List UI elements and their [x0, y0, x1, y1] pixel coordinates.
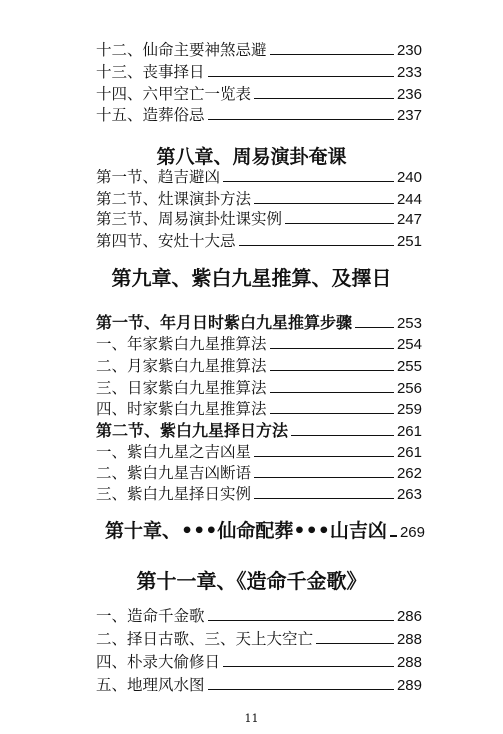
- toc-entry-page: 236: [396, 86, 422, 103]
- toc-entry-label: 二、紫白九星吉凶断语: [96, 464, 252, 482]
- toc-entry: [96, 354, 422, 376]
- toc-leader: [270, 392, 394, 393]
- page-number: 11: [244, 712, 259, 725]
- toc-entry-page: 262: [396, 465, 422, 482]
- toc-leader: [208, 119, 394, 120]
- toc-entry-page: 233: [396, 64, 422, 81]
- toc-leader: [208, 620, 394, 621]
- toc-entry-label: 第一节、趋吉避凶: [96, 168, 221, 186]
- toc-entry-label: 一、紫白九星之吉凶星: [96, 443, 252, 461]
- toc-entry: [96, 332, 422, 354]
- toc-entry-page: 288: [396, 631, 422, 648]
- toc-entry-page: 263: [396, 486, 422, 503]
- toc-entry-label: 五、地理风水图: [96, 676, 205, 694]
- toc-leader: [270, 348, 394, 349]
- toc-leader: [254, 98, 394, 99]
- toc-leader: [254, 203, 394, 204]
- chapter-heading: 第九章、紫白九星推算、及擇日: [111, 266, 392, 290]
- toc-leader: [285, 223, 394, 224]
- toc-entry-page: 244: [396, 191, 422, 208]
- toc-entry-label: 四、朴录大偷修日: [96, 653, 221, 671]
- toc-entry-label: 三、日家紫白九星推算法: [96, 379, 267, 397]
- toc-entry-page: 255: [396, 358, 422, 375]
- toc-leader: [223, 666, 394, 667]
- chapter-heading-with-page: [105, 516, 425, 543]
- toc-entry: [96, 60, 422, 82]
- toc-entry: [96, 229, 422, 251]
- toc-entry-page: 230: [396, 42, 422, 59]
- toc-entry: [96, 461, 422, 483]
- chapter-heading: 第十一章、《造命千金歌》: [136, 569, 367, 593]
- toc-entry-page: 254: [396, 336, 422, 353]
- toc-entry-page: 286: [396, 608, 422, 625]
- toc-leader: [254, 477, 394, 478]
- toc-leader: [270, 370, 394, 371]
- toc-leader: [254, 456, 394, 457]
- toc-entry-label: 三、紫白九星择日实例: [96, 485, 252, 503]
- toc-entry: [96, 38, 422, 60]
- toc-leader: [316, 643, 394, 644]
- toc-entry-page: 261: [396, 423, 422, 440]
- toc-leader: [208, 76, 394, 77]
- toc-entry: [96, 187, 422, 209]
- chapter-heading: 第八章、周易演卦奄课: [156, 146, 347, 168]
- toc-entry-label: 二、择日古歌、三、天上大空亡: [96, 630, 314, 648]
- toc-entry-label: 第二节、紫白九星择日方法: [96, 421, 289, 440]
- toc-entry-page: 261: [396, 444, 422, 461]
- toc-entry-page: 256: [396, 380, 422, 397]
- toc-entry-page: 289: [396, 677, 422, 694]
- toc-entry: [96, 673, 422, 695]
- toc-leader: [223, 181, 394, 182]
- toc-leader: [355, 327, 394, 328]
- toc-entry-label: 十三、丧事择日: [96, 63, 205, 81]
- toc-entry-page: 247: [396, 211, 422, 228]
- toc-entry: [96, 165, 422, 187]
- toc-leader: [291, 435, 394, 436]
- toc-leader: [390, 535, 397, 537]
- toc-entry-page: 240: [396, 169, 422, 186]
- toc-entry: [96, 482, 422, 504]
- toc-entry-label: 十四、六甲空亡一览表: [96, 85, 252, 103]
- chapter-heading: 第十章、•••仙命配葬•••山吉凶: [105, 520, 387, 542]
- toc-entry-label: 一、造命千金歌: [96, 607, 205, 625]
- toc-entry-page: 288: [396, 654, 422, 671]
- toc-leader: [239, 245, 394, 246]
- toc-entry: [96, 376, 422, 398]
- toc-entry-label: 第四节、安灶十大忌: [96, 232, 236, 250]
- toc-entry: [96, 310, 422, 333]
- toc-entry-label: 第二节、灶课演卦方法: [96, 190, 252, 208]
- toc-leader: [254, 498, 394, 499]
- toc-entry-label: 一、年家紫白九星推算法: [96, 335, 267, 353]
- toc-entry: [96, 627, 422, 649]
- toc-entry-page: 253: [396, 315, 422, 332]
- toc-leader: [270, 413, 394, 414]
- toc-entry-label: 四、时家紫白九星推算法: [96, 400, 267, 418]
- toc-entry-page: 237: [396, 107, 422, 124]
- toc-entry-page: 259: [396, 401, 422, 418]
- toc-entry: [96, 397, 422, 419]
- toc-entry-label: 二、月家紫白九星推算法: [96, 357, 267, 375]
- toc-entry-label: 十五、造葬俗忌: [96, 106, 205, 124]
- toc-entry: [96, 604, 422, 626]
- toc-entry: [96, 440, 422, 462]
- toc-entry: [96, 103, 422, 125]
- toc-entry: [96, 650, 422, 672]
- toc-entry-page: 251: [396, 233, 422, 250]
- toc-leader: [270, 54, 394, 55]
- toc-entry-page: 269: [399, 524, 425, 541]
- toc-entry: [96, 418, 422, 441]
- toc-entry-label: 第三节、周易演卦灶课实例: [96, 210, 283, 228]
- toc-entry-label: 第一节、年月日时紫白九星推算步骤: [96, 313, 353, 332]
- toc-entry: [96, 82, 422, 104]
- toc-entry-label: 十二、仙命主要神煞忌避: [96, 41, 267, 59]
- toc-entry: [96, 207, 422, 229]
- toc-leader: [208, 689, 394, 690]
